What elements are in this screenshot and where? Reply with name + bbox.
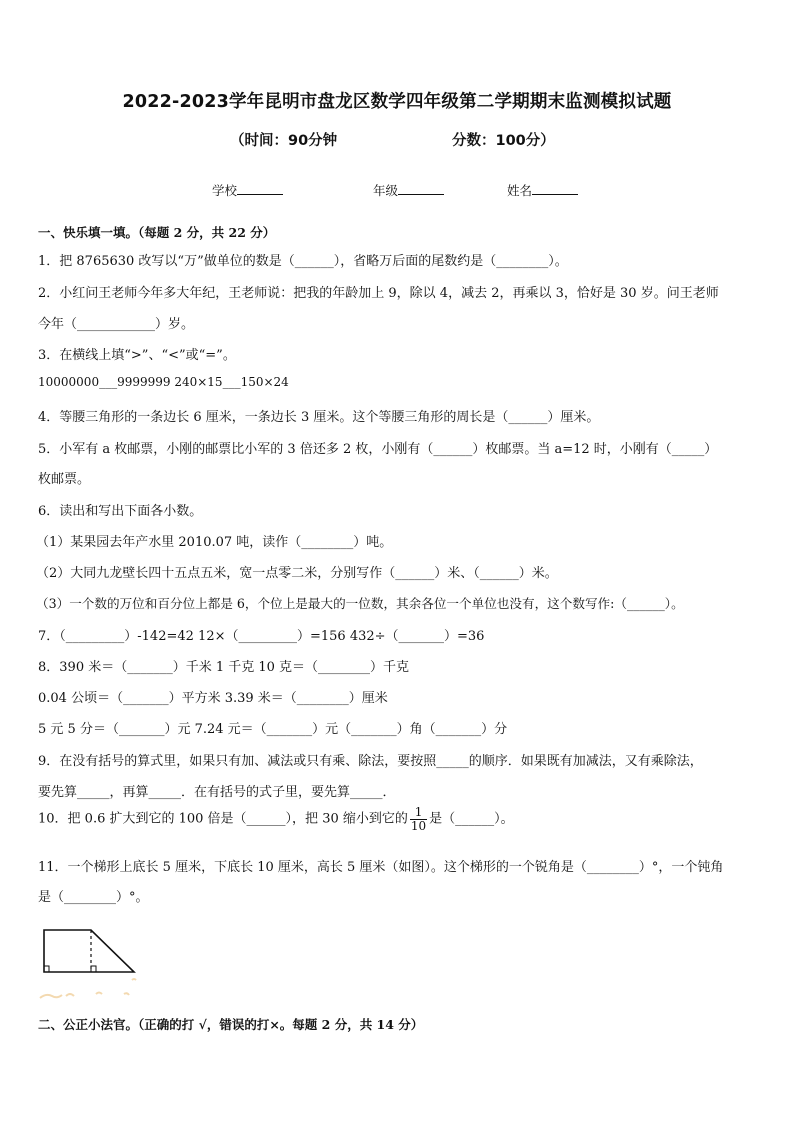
school-field[interactable] — [212, 181, 283, 199]
question-1: 1．把 8765630 改写以“万”做单位的数是（______），省略万后面的尾数约是（________）。 — [38, 254, 568, 269]
name-blank[interactable] — [532, 182, 578, 195]
school-blank[interactable] — [237, 182, 283, 195]
question-8-line-2: 0.04 公顷＝（_______）平方米 3.39 米＝（________）厘米 — [38, 691, 388, 706]
score-info: 分数：100分） — [452, 133, 555, 149]
time-info: （时间：90分钟 — [230, 133, 338, 149]
question-10-prefix: 10．把 0.6 扩大到它的 100 倍是（______），把 30 缩小到它的 — [38, 811, 408, 827]
question-6: 6．读出和写出下面各小数。 — [38, 504, 203, 519]
question-5-line-1: 5．小军有 a 枚邮票，小刚的邮票比小军的 3 倍还多 2 枚，小刚有（______）枚邮票。当 a=12 时，小刚有（_____） — [38, 442, 718, 457]
question-5-line-2: 枚邮票。 — [38, 472, 91, 487]
trapezoid-figure — [36, 918, 156, 1008]
question-8-line-1: 8．390 米＝（_______）千米 1 千克 10 克＝（________）千克 — [38, 660, 410, 675]
question-2-line-1: 2．小红问王老师今年多大年纪，王老师说：把我的年龄加上 9，除以 4，减去 2，再乘以 3，恰好是 30 岁。问王老师 — [38, 286, 719, 301]
section-1-heading: 一、快乐填一填。（每题 2 分，共 22 分） — [38, 225, 276, 240]
section-2-heading: 二、公正小法官。（正确的打 √，错误的打×。每题 2 分，共 14 分） — [38, 1017, 424, 1032]
grade-label: 年级 — [373, 183, 399, 198]
grade-field[interactable] — [373, 181, 444, 199]
question-6-part-3: （3）一个数的万位和百分位上都是 6，个位上是最大的一位数，其余各位一个单位也没有，这个数写作:（______）。 — [36, 596, 684, 611]
trapezoid-outline — [44, 930, 134, 972]
question-7: 7．（_________）-142=42 12×（_________）=156 432÷（_______）=36 — [38, 629, 485, 644]
fraction-denominator: 10 — [410, 818, 427, 833]
grade-blank[interactable] — [398, 182, 444, 195]
right-angle-mark-right — [91, 966, 96, 972]
fraction-numerator: 1 — [410, 806, 427, 820]
question-6-part-1: （1）某果园去年产水里 2010.07 吨，读作（________）吨。 — [36, 535, 393, 550]
question-9-line-2: 要先算_____，再算_____．在有括号的式子里，要先算_____． — [38, 785, 396, 800]
question-3: 3．在横线上填“>”、“<”或“=”。 — [38, 348, 236, 363]
fraction-one-tenth — [410, 806, 427, 832]
question-10 — [38, 806, 514, 832]
question-2-line-2: 今年（____________）岁。 — [38, 317, 195, 332]
school-label: 学校 — [212, 183, 238, 198]
question-6-part-2: （2）大同九龙壁长四十五点五米，宽一点零二米，分别写作（______）米、（______）米。 — [36, 566, 558, 581]
faint-decoration — [40, 979, 136, 998]
name-label: 姓名 — [507, 183, 533, 198]
question-11-line-1: 11．一个梯形上底长 5 厘米，下底长 10 厘米，高长 5 厘米（如图）。这个梯形的一个锐角是（________）°，一个钝角 — [38, 860, 724, 875]
question-11-line-2: 是（________）°。 — [38, 890, 149, 905]
page-title: 2022-2023学年昆明市盘龙区数学四年级第二学期期末监测模拟试题 — [122, 92, 672, 112]
question-10-suffix: 是（______）。 — [429, 811, 514, 827]
question-3-items: 10000000___9999999 240×15___150×24 — [38, 375, 289, 389]
question-4: 4．等腰三角形的一条边长 6 厘米，一条边长 3 厘米。这个等腰三角形的周长是（______）厘米。 — [38, 410, 600, 425]
name-field[interactable] — [507, 181, 578, 199]
question-8-line-3: 5 元 5 分＝（_______）元 7.24 元＝（_______）元（_______）角（_______）分 — [38, 722, 508, 737]
question-9-line-1: 9．在没有括号的算式里，如果只有加、减法或只有乘、除法，要按照_____的顺序．如果既有加减法，又有乘除法， — [38, 754, 703, 769]
